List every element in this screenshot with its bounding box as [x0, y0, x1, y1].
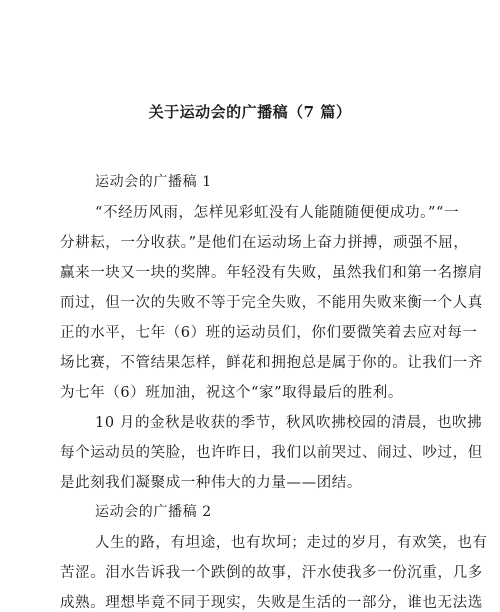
paragraph-line: 每个运动员的笑脸，也许昨日，我们以前哭过、闹过、吵过，但 — [60, 445, 483, 461]
paragraph-line: 人生的路，有坦途，也有坎坷；走过的岁月，有欢笑，也有 — [95, 535, 488, 551]
paragraph-line: 而过，但一次的失败不等于完全失败，不能用失败来衡一个人真 — [60, 295, 483, 311]
paragraph-line: 为七年（6）班加油，祝这个“家”取得最后的胜利。 — [60, 385, 403, 401]
paragraph-line: 10 月的金秋是收获的季节，秋风吹拂校园的清晨，也吹拂 — [95, 415, 483, 431]
paragraph-line: 分耕耘，一分收获。”是他们在运动场上奋力拼搏，顽强不屈， — [60, 235, 469, 251]
paragraph-line: “不经历风雨，怎样见彩虹没有人能随随便便成功。”“一 — [95, 205, 460, 221]
paragraph-line: 是此刻我们凝聚成一种伟大的力量——团结。 — [60, 475, 362, 491]
paragraph-line: 赢来一块又一块的奖牌。年轻没有失败，虽然我们和第一名擦肩 — [60, 265, 483, 281]
section-heading-2: 运动会的广播稿 2 — [95, 504, 212, 520]
section-heading-1: 运动会的广播稿 1 — [95, 174, 212, 190]
document-title: 关于运动会的广播稿（7 篇） — [148, 103, 352, 121]
paragraph-line: 成熟。理想毕竟不同于现实，失败是生活的一部分，谁也无法选 — [60, 595, 483, 611]
paragraph-line: 正的水平，七年（6）班的运动员们，你们要微笑着去应对每一 — [60, 325, 478, 341]
paragraph-line: 场比赛，不管结果怎样，鲜花和拥抱总是属于你的。让我们一齐 — [60, 355, 483, 371]
paragraph-line: 苦涩。泪水告诉我一个跌倒的故事，汗水使我多一份沉重，几多 — [60, 565, 483, 581]
